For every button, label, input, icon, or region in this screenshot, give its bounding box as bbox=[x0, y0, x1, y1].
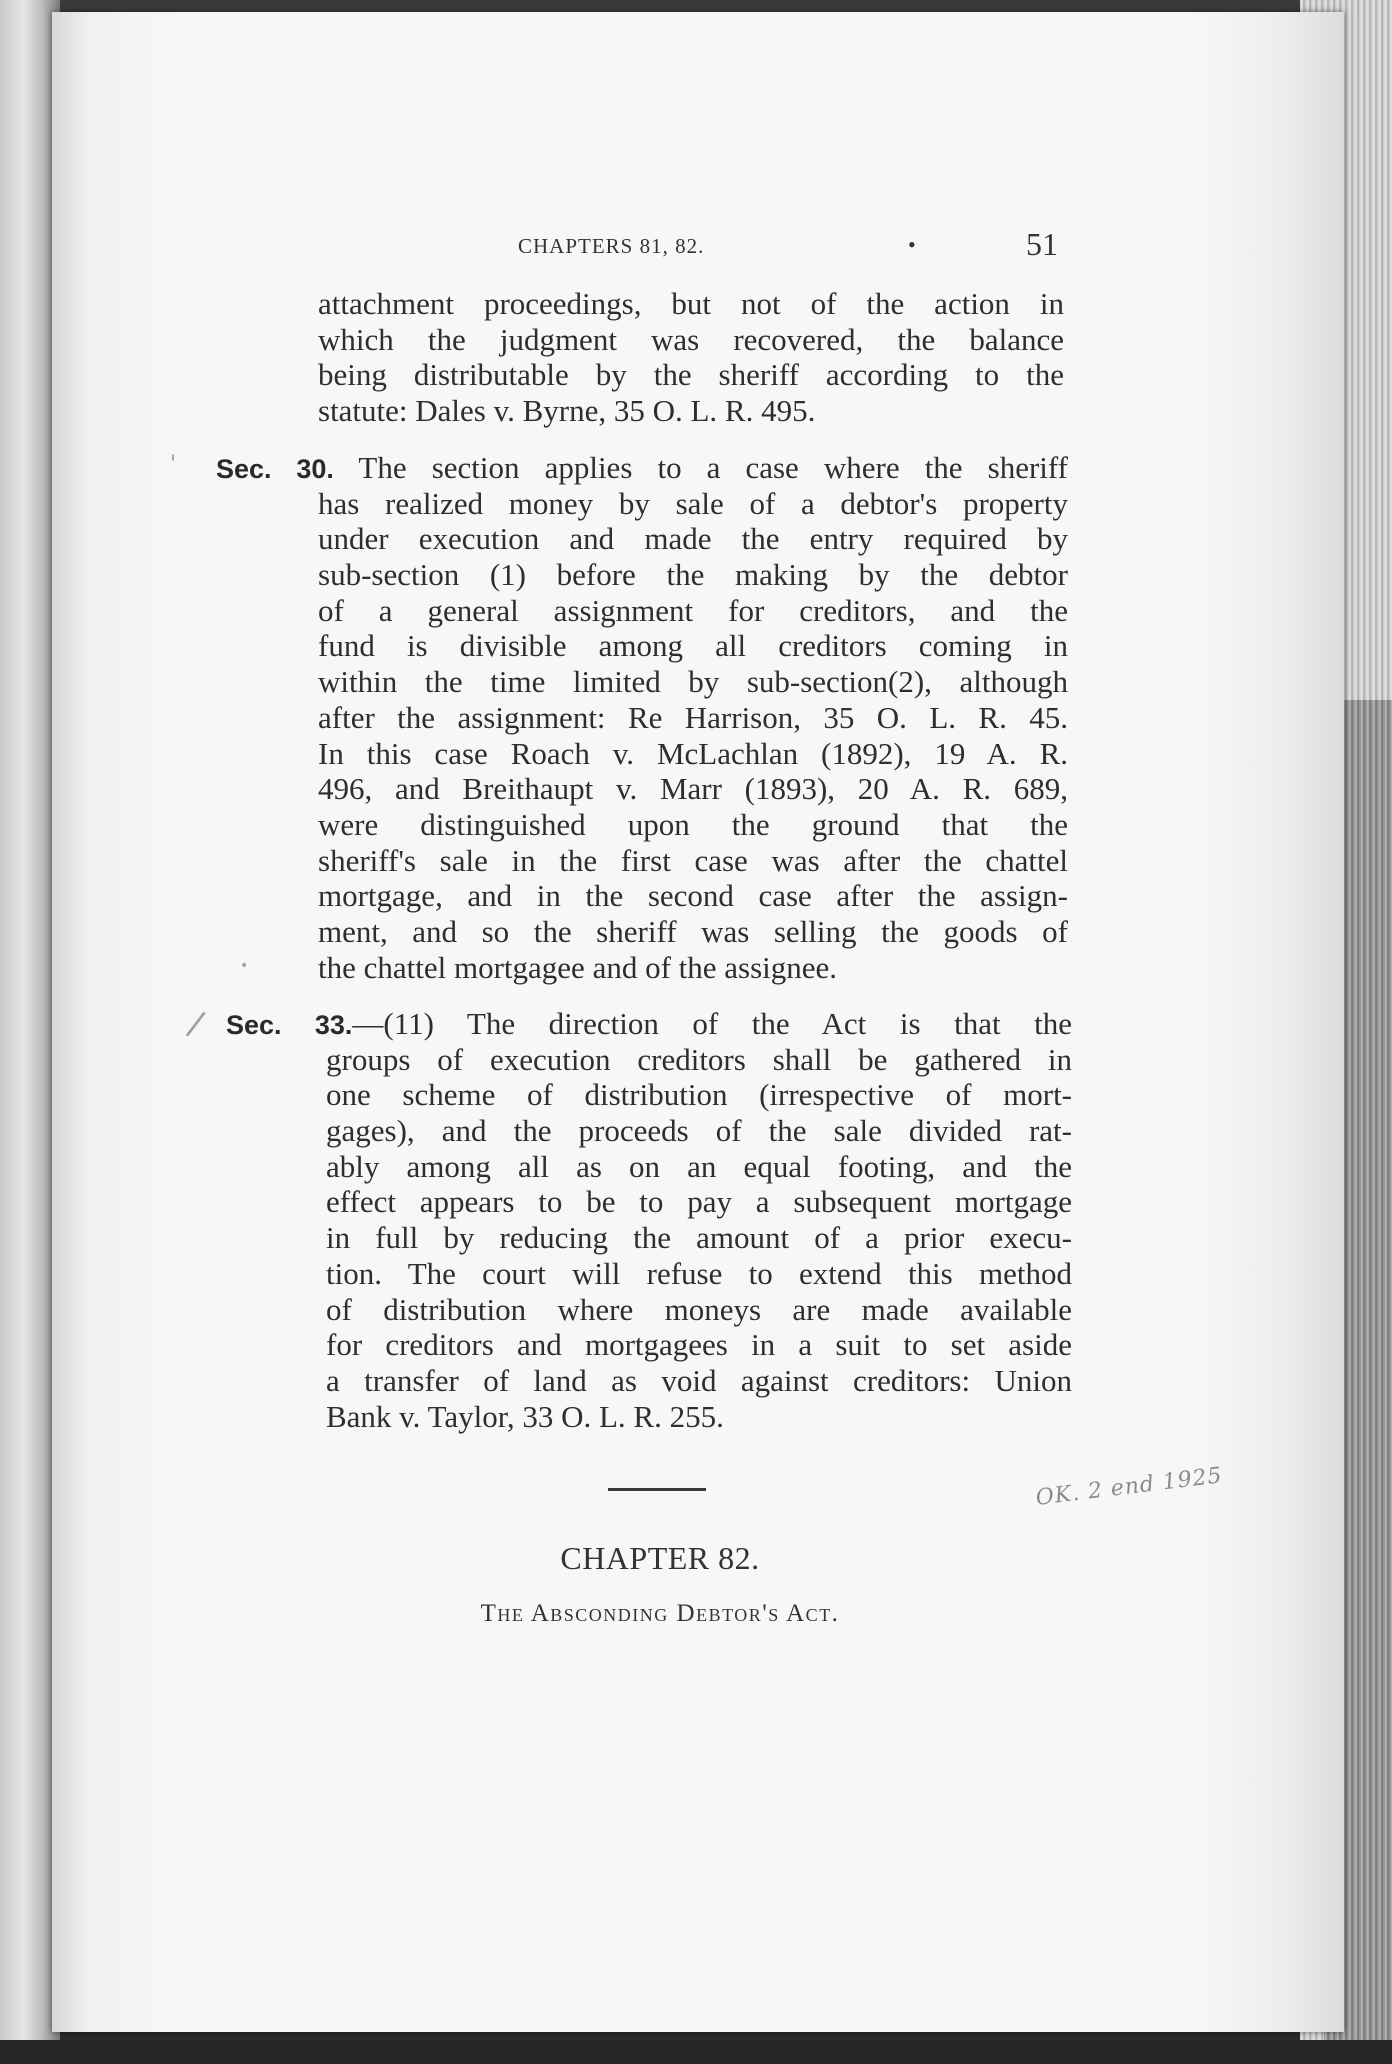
act-title: The Absconding Debtor's Act. bbox=[480, 1600, 840, 1627]
text-line: of distribution where moneys are made available bbox=[326, 1291, 1072, 1327]
section-33-first-line-text: —(11) The direction of the Act is that the bbox=[352, 1006, 1073, 1041]
text-line: of a general assignment for creditors, and the bbox=[318, 592, 1068, 628]
text-line: within the time limited by sub-section(2), although bbox=[318, 664, 1068, 700]
book-left-shadow bbox=[0, 0, 60, 2064]
text-line: In this case Roach v. McLachlan (1892), 19 A. R. bbox=[318, 735, 1068, 771]
paragraph-continuation bbox=[318, 286, 1064, 429]
text-line: sheriff's sale in the first case was after the chattel bbox=[318, 842, 1068, 878]
margin-dot: • bbox=[240, 958, 249, 974]
section-divider-rule bbox=[608, 1488, 706, 1491]
margin-mark: ' bbox=[170, 452, 177, 477]
text-line: fund is divisible among all creditors coming in bbox=[318, 628, 1068, 664]
chapter-heading: CHAPTER 82. bbox=[560, 1540, 760, 1576]
text-line: attachment proceedings, but not of the action in bbox=[318, 286, 1064, 321]
running-head-title: CHAPTERS 81, 82. bbox=[518, 234, 705, 258]
section-30-first-line-text: The section applies to a case where the sheriff bbox=[358, 450, 1068, 485]
text-line: groups of execution creditors shall be gathered in bbox=[326, 1041, 1072, 1077]
handwritten-annotation: OK. 2 end 1925 bbox=[1034, 1463, 1224, 1511]
text-line: the chattel mortgagee and of the assignee. bbox=[318, 949, 838, 985]
text-line: has realized money by sale of a debtor's property bbox=[318, 485, 1068, 521]
margin-check-mark: / bbox=[183, 1003, 208, 1045]
text-line: for creditors and mortgagees in a suit to set aside bbox=[326, 1327, 1072, 1363]
section-30-label: Sec. 30. bbox=[216, 454, 334, 484]
text-line: a transfer of land as void against creditors: Union bbox=[326, 1362, 1072, 1398]
text-line: tion. The court will refuse to extend this method bbox=[326, 1255, 1072, 1291]
running-head-dot: • bbox=[908, 232, 916, 257]
section-30-note bbox=[216, 450, 1068, 985]
page-number: 51 bbox=[1026, 226, 1058, 262]
section-33-label: Sec. 33. bbox=[226, 1010, 353, 1040]
scan-bottom-border bbox=[0, 2040, 1392, 2064]
running-head bbox=[518, 226, 1058, 266]
text-line: Bank v. Taylor, 33 O. L. R. 255. bbox=[326, 1398, 724, 1434]
text-line: 496, and Breithaupt v. Marr (1893), 20 A. R. 689, bbox=[318, 771, 1068, 807]
section-33-note bbox=[226, 1006, 1072, 1434]
section-33-first-line bbox=[226, 1006, 1072, 1042]
text-line: statute: Dales v. Byrne, 35 O. L. R. 495. bbox=[318, 393, 816, 429]
text-line: in full by reducing the amount of a prior execu- bbox=[326, 1220, 1072, 1256]
section-30-first-line bbox=[216, 450, 1068, 486]
text-line: effect appears to be to pay a subsequent mortgage bbox=[326, 1184, 1072, 1220]
text-line: ment, and so the sheriff was selling the goods of bbox=[318, 913, 1068, 949]
text-line: ably among all as on an equal footing, and the bbox=[326, 1148, 1072, 1184]
scan-top-border bbox=[0, 0, 1392, 12]
text-line: gages), and the proceeds of the sale divided rat- bbox=[326, 1113, 1072, 1149]
text-line: which the judgment was recovered, the balance bbox=[318, 321, 1064, 357]
text-line: mortgage, and in the second case after the assign- bbox=[318, 878, 1068, 914]
text-line: were distinguished upon the ground that the bbox=[318, 806, 1068, 842]
text-line: one scheme of distribution (irrespective of mort- bbox=[326, 1077, 1072, 1113]
text-line: under execution and made the entry required by bbox=[318, 521, 1068, 557]
text-line: sub-section (1) before the making by the debtor bbox=[318, 557, 1068, 593]
text-line: being distributable by the sheriff according to the bbox=[318, 357, 1064, 393]
text-line: after the assignment: Re Harrison, 35 O. L. R. 45. bbox=[318, 699, 1068, 735]
